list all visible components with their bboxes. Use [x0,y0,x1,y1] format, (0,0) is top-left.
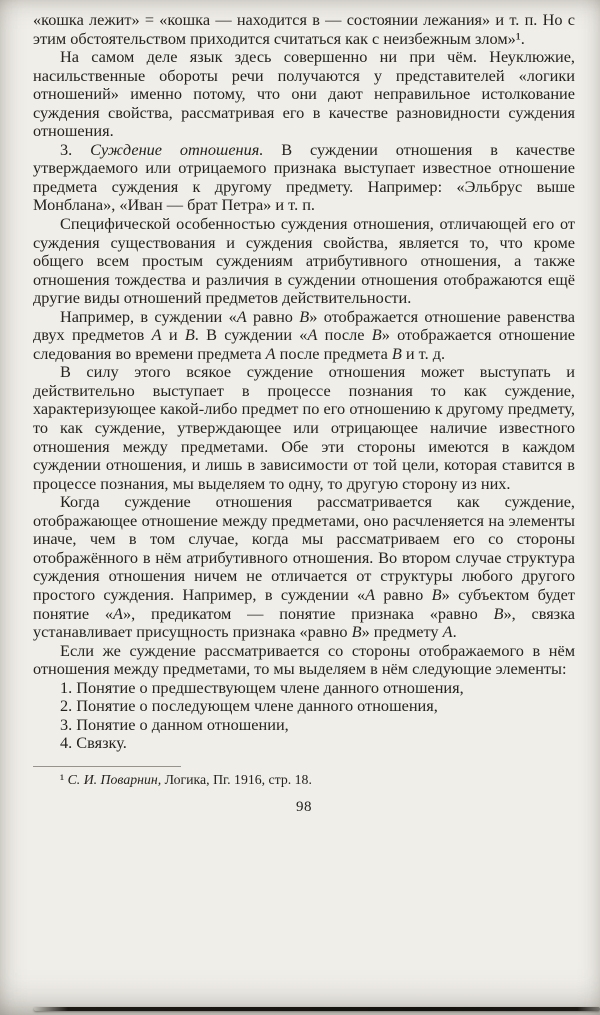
paragraph: Если же суждение рассматривается со стороны отображаемого в нём отношения между предметами, то мы выделяем в нём следующие элементы: [33,640,575,679]
list-item-1: 1. Понятие о предшествующем члене данного отношения, [60,677,464,697]
page-number: 98 [296,799,312,816]
paragraph-section-3: 3. Суждение отношения. В суждении отношения в качестве утверждаемого или отрицаемого признака выступает известное отношение предмета суждения к другому предмету. Например: «Эльбрус выше Монблана», «Иван — брат Петра» и т. п. [33,139,575,215]
footnote: ¹ С. И. Поварнин, Логика, Пг. 1916, стр. 18. [60,771,312,787]
footnote-separator [33,766,181,767]
list-item-3: 3. Понятие о данном отношении, [60,714,289,734]
list-item-4: 4. Связку. [60,733,127,753]
paragraph-continuation: «кошка лежит» = «кошка — находится в — состоянии лежания» и т. п. Но с этим обстоятельством приходится считаться как с неизбежным злом»¹. [33,10,575,48]
paragraph: На самом деле язык здесь совершенно ни при чём. Неуклюжие, насильственные обороты речи получаются у представителей «логики отношений» именно потому, что они дают неправильное истолкование суждения свойства, рассматривая его в качестве разновидности суждения отношения. [33,47,575,141]
paragraph: Когда суждение отношения рассматривается как суждение, отображающее отношение между предметами, оно расчленяется на элементы иначе, чем в том случае, когда мы рассматриваем его со стороны отображённого в нём атрибутивного отношения. Во втором случае структура суждения отношения ничем не отличается от структуры любого другого простого суждения. Например, в суждении «А равно В» субъектом будет понятие «А», предикатом — понятие признака «равно В», связка устанавливает присущность признака «равно В» предмету А. [33,492,576,642]
text-block [33,11,575,753]
paragraph: Специфической особенностью суждения отношения, отличающей его от суждения существования и суждения свойства, является то, что кроме общего всем простым суждениям атрибутивного отношения, а также отношения тождества и различия в суждении отношения отображаются ещё другие виды отношений предметов действительности. [33,214,575,308]
list-item-2: 2. Понятие о последующем члене данного отношения, [60,696,438,716]
paragraph: В силу этого всякое суждение отношения может выступать и действительно выступает в процессе познания то как суждение, характеризующее какой-либо предмет по его отношению к другому предмету, то как суждение, утверждающее или отрицающее наличие известного отношения между предметами. Обе эти стороны имеются в каждом суждении отношения, и лишь в зависимости от той цели, которая ставится в процессе познания, мы выделяем то одну, то другую сторону из них. [33,362,575,493]
paragraph: Например, в суждении «А равно В» отображается отношение равенства двух предметов А и В. В суждении «А после В» отображается отношение следования во времени предмета А после предмета В и т. д. [33,306,576,363]
scan-edge-bottom [34,1007,600,1011]
